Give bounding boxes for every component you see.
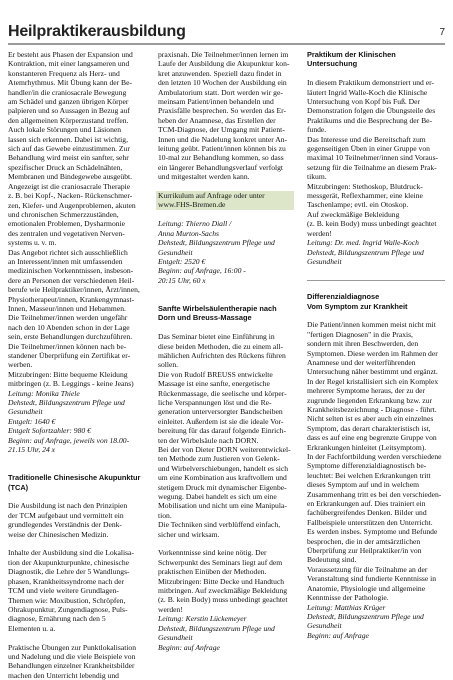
text-line: und chronischen Schmerzzuständen, (8, 209, 119, 219)
text-line: Vom Symptom zur Krankheit (307, 301, 408, 311)
text-line: Symptomen. Diese werden im Rahmen der (307, 348, 438, 358)
text-line: "fertigen Diagnosen" in die Praxis, (307, 329, 413, 339)
text-line: setzung für die Teilnahme an diesem Prak- (307, 162, 437, 172)
text-line: Anamnese und der weiterführenden (307, 357, 416, 367)
text-line: stetigem Druck mit dynamischer Eigenbe- (158, 482, 287, 492)
text-line: Dehstedt, Bildungszentrum Pflege und (307, 611, 424, 621)
clinical-exam-heading (307, 50, 445, 69)
text-line: Das Seminar bietet eine Einführung in (158, 332, 275, 342)
text-line: Entgelt Sofortzahler: 980 € (8, 426, 91, 436)
text-line: meinsam Patient/innen behandeln und (158, 97, 274, 107)
text-line: Veranstaltung sind fundierte Kenntnisse in (307, 574, 437, 584)
column-1 (8, 50, 142, 680)
text-line: www.FHS-Bremen.de (158, 200, 226, 210)
text-line: In der Regel kristallisiert sich ein Komplex (307, 376, 439, 386)
text-line: Kenntnisse der Pathologie. (307, 593, 389, 603)
craniosacral-target-group (8, 248, 142, 370)
text-line: 21.15 Uhr, 24 x (8, 445, 56, 455)
text-line: Dehstedt, Bildungszentrum Pflege und (158, 623, 275, 633)
dorn-breuss-heading (158, 304, 292, 323)
text-line: Praktikum der Klinischen Untersuchung (307, 50, 396, 69)
text-line: werben. (8, 360, 33, 370)
differential-diagnosis-heading (307, 292, 445, 311)
text-line: Untersuchung von Kopf bis Fuß. Der (307, 97, 421, 107)
text-line: phasen, Krankheitssyndrome nach der (8, 576, 124, 586)
text-line: sondern mit ihren Beschwerden, den (307, 339, 419, 349)
text-line: besprochen, die in der amtsärztlichen (307, 536, 421, 546)
text-line: ten der Wirbelsäule nach DORN. (158, 435, 259, 445)
text-line: Mitzubringen: Bitte bequeme Kleidung (8, 369, 128, 379)
text-line: wegung. Dabei handelt es sich um eine (158, 492, 277, 502)
text-line: um eine Kombination aus kraftvollem und (158, 473, 287, 483)
text-line: Ambulatorium statt. Dort werden wir ge- (158, 87, 283, 97)
text-line: Anatomie, Physiologie und allgemeine (307, 583, 426, 593)
text-line: Physiotherapeut/innen, Krankengymnast- (8, 294, 135, 304)
text-line: Leitung: Monika Thiele (8, 388, 80, 398)
text-line: Praktikums und die Besprechung der Be- (307, 115, 433, 125)
text-line: Entgelt: 1640 € (8, 416, 56, 426)
text-line: mitbringen (z. B. Leggings - keine Jeans) (8, 379, 134, 389)
text-line: Mitzubringen: Stethoskop, Blutdruck- (307, 181, 423, 191)
text-line: Die Ausbildung ist nach den Prinzipien (8, 501, 128, 511)
text-line: ein längerer Behandlungsverlauf verfolgt (158, 162, 284, 172)
text-line: 10-mal zur Behandlung kommen, so dass (158, 153, 284, 163)
tcm-paragraph-3 (8, 643, 142, 680)
text-line: Leitung: Dr. med. Ingrid Walle-Koch (307, 238, 419, 248)
text-line: grundlegendes Verständnis der Denk- (8, 520, 122, 530)
text-line: tion der Akupunkturpunkte, chinesische (8, 557, 130, 567)
text-line: werden! (158, 604, 183, 614)
text-line: Er besteht aus Phasen der Expansion und (8, 50, 133, 59)
text-line: Symptom, das derart charakteristisch ist, (307, 423, 431, 433)
text-line: Demonstration folgen die Übungsteile des (307, 106, 436, 116)
craniosacral-course-details (8, 389, 142, 455)
text-line: dieses Symptom auf und in welchem (307, 480, 419, 490)
text-line: der TCM aufgebaut und vermittelt ein (8, 510, 124, 520)
text-line: Laufe der Ausbildung die Akupunktur kon- (158, 59, 290, 69)
text-line: Die Patient/innen kommen meist nicht mit (307, 320, 436, 330)
text-line: Beginn: auf Anfrage, jeweils von 18.00- (8, 435, 130, 445)
text-line: und mitgestaltet werden kann. (158, 172, 250, 182)
dorn-breuss-requirements (158, 548, 292, 614)
text-line: Taschenlampe; evtl. ein Otoskop. (307, 200, 409, 210)
text-line: Vorkenntnisse sind keine nötig. Der (158, 548, 267, 558)
text-line: Gesundheit (158, 247, 193, 257)
text-line: Kontraktion, mit einer langsameren und (8, 59, 130, 69)
text-line: Traditionelle Chinesische Akupunktur (8, 473, 141, 483)
text-line: Angezeigt ist die craniosacrale Therapie (8, 181, 131, 191)
text-line: praktischen Einüben der Methoden. (158, 567, 267, 577)
text-line: Mobilisation und nicht um eine Manipula- (158, 501, 287, 511)
text-line: Innen und die Nadelung konkret unter An- (158, 134, 288, 144)
text-line: systems u. v. m. (8, 238, 57, 248)
text-line: praxisnah. Die Teilnehmer/innen lernen im (158, 50, 289, 59)
text-line: messgerät, Reflexhammer, eine kleine (307, 191, 423, 201)
text-line: bereitung für das darauf folgende Einrich- (158, 426, 286, 436)
tcm-course-details (158, 219, 292, 285)
text-line: Leitung: Matthias Krüger (307, 602, 386, 612)
text-line: Beginn: auf Anfrage, 16:00 - (158, 266, 246, 276)
tcm-heading (8, 473, 142, 492)
text-line: Krankheitsbezeichnung - Diagnose - führt. (307, 404, 437, 414)
text-line: In der Fachfortbildung werden verschiedene (307, 452, 442, 461)
dorn-breuss-description (158, 370, 292, 539)
text-line: gegenseitigen Üben in einer Gruppe von (307, 144, 430, 154)
text-line: Diagnostik, die Lehre der 5 Wandlungs- (8, 567, 130, 577)
text-line: Gesundheit (8, 407, 43, 417)
column-3 (307, 50, 445, 640)
text-line: Die Teilnehmer/innen werden ungefähr (8, 313, 128, 323)
text-line: konstanteren Frequenz als Herz- und (8, 68, 120, 78)
text-line: Elementen u. a. (8, 623, 56, 633)
text-line: Dehstedt, Bildungszentrum Pflege und (158, 238, 275, 248)
text-line: Rückenmassage, die seelische und körper- (158, 388, 287, 398)
text-line: kret anzuwenden. Speziell dazu findet in (158, 68, 282, 78)
text-line: und Wirbelverschiebungen, handelt es sich (158, 463, 289, 473)
dorn-breuss-course-details (158, 614, 292, 652)
text-line: diagnose, Ernährung nach den 5 (8, 614, 106, 624)
text-line: Kurrikulum auf Anfrage oder unter (158, 191, 265, 201)
text-line: mitbringen. Auf zweckmäßige Bekleidung (158, 586, 288, 596)
text-line: machen den Unterricht lebendig und (8, 670, 119, 680)
differential-diagnosis-course-details (307, 603, 445, 641)
text-line: Es werden insbes. Symptome und Befunde (307, 527, 438, 537)
text-line: Praktische Übungen zur Punktlokalisation (8, 642, 137, 652)
column-2 (158, 50, 292, 652)
text-line: Überprüfung zur Heilpraktiker/in von (307, 546, 422, 556)
text-line: und Nadelung und die viele Beispiele von (8, 651, 136, 661)
text-line: Themen wie: Moxibustion, Schröpfen, (8, 595, 126, 605)
text-line: Mitzubringen: Bitte Decke und Handtuch (158, 576, 285, 586)
text-line: ten Methode zum Justieren von Gelenk- (158, 454, 280, 464)
text-line: heben der Anamnese, das Erstellen der (158, 115, 276, 125)
text-line: werden! (307, 228, 332, 238)
section-divider (307, 280, 445, 281)
text-line: standener Überprüfung ein Zertifikat er- (8, 351, 131, 360)
text-line: Behandlungen einzelner Krankheitsbilder (8, 661, 135, 671)
text-line: Inhalte der Ausbildung sind die Lokalisa- (8, 548, 134, 558)
text-line: Das Angebot richtet sich ausschließlich (8, 247, 128, 257)
text-line: Die von Rudolf BREUSS entwickelte (158, 369, 273, 379)
text-line: Anna Murton-Sachs (158, 228, 219, 238)
page-header (8, 22, 445, 45)
text-line: Schwerpunkt des Seminars liegt auf dem (158, 557, 283, 567)
text-line: am Schädel und ganzen übrigen Körper (8, 97, 129, 107)
text-line: Bedeutung sind. (307, 555, 357, 565)
text-line: mehrerer Symptome heraus, der zu der (307, 386, 426, 396)
text-line: Untersuchung näher bestimmt und ergänzt. (307, 367, 438, 377)
text-line: Erkrankungen hinleitet (Leitsymptom). (307, 442, 427, 452)
text-line: den letzten 10 Wochen der Ausbildung ein (158, 78, 287, 88)
text-line: Das Interesse und die Bereitschaft zum (307, 134, 426, 144)
text-line: Die Techniken sind verblüffend einfach, (158, 520, 281, 530)
craniosacral-intro (8, 50, 142, 248)
text-line: Leitung: Thierno Diall / (158, 219, 232, 229)
text-line: funde. (307, 125, 327, 135)
text-line: generation unterversorgter Bandscheiben (158, 407, 283, 417)
text-line: Dorn und Breuss-Massage (158, 313, 252, 323)
text-line: Voraussetzung für die Teilnahme an der (307, 564, 428, 574)
text-line: Dehstedt, Bildungszentrum Pflege und (8, 398, 125, 408)
clinical-exam-course-details (307, 238, 445, 266)
text-line: leitung geübt. Patient/innen können bis zu (158, 144, 286, 154)
page-title: Heilpraktikerausbildung (8, 23, 186, 40)
text-line: Differenzialdiagnose (307, 292, 380, 302)
text-line: 20:15 Uhr, 60 x (158, 275, 206, 285)
text-line: palpieren und so Aussagen in Bezug auf (8, 106, 130, 116)
page-number: 7 (439, 27, 445, 38)
text-line: (TCA) (8, 482, 29, 492)
text-line: des zentralen und vegetativen Nerven- (8, 228, 125, 238)
differential-diagnosis-description (307, 320, 445, 602)
text-line: Gesundheit (307, 621, 342, 631)
text-line: diese beiden Methoden, die zu einem all- (158, 341, 284, 351)
text-line: Praxisfälle besprechen. So werden das Er- (158, 106, 287, 116)
text-line: spezifischer Druck an Schädelnähten, (8, 162, 123, 172)
text-line: dere an Personen der verschiedenen Heil- (8, 275, 135, 285)
text-line: Dehstedt, Bildungszentrum Pflege und (307, 247, 424, 257)
text-line: Gesundheit (158, 633, 193, 643)
text-line: lassen sich erkennen. Dabei ist wichtig, (8, 134, 128, 144)
text-line: mählichen Aufrichten des Rückens führen (158, 350, 286, 360)
text-line: handler/in die craniosacrale Bewegung (8, 87, 127, 97)
text-line: Ohrakupunktur, Zungendiagnose, Puls- (8, 604, 128, 614)
text-line: z. B. bei Kopf-, Nacken- Rückenschmer- (8, 191, 133, 201)
text-line: tion. (158, 510, 172, 520)
text-line: TCM-Diagnose, der Umgang mit Patient- (158, 125, 285, 135)
text-line: Symptome differenzialdiagnostisch be- (307, 461, 427, 471)
text-line: Gesundheit (307, 256, 342, 266)
text-line: sollen. (158, 360, 179, 370)
text-line: sicher und wirksam. (158, 529, 220, 539)
text-line: sich auf das Gewebe einzustimmen. Zur (8, 144, 130, 154)
text-line: maximal 10 Teilnehmer/innen sind Voraus- (307, 153, 439, 163)
text-line: Beginn: auf Anfrage (158, 642, 220, 652)
text-line: läutert Ingrid Walle-Koch die Klinische (307, 87, 428, 97)
curriculum-box (156, 191, 294, 210)
tcm-paragraph-4 (158, 50, 292, 182)
text-line: Massage ist eine sanfte, energetische (158, 379, 270, 389)
craniosacral-note (8, 370, 142, 389)
text-line: zen, Kiefer- und Augenproblemen, akuten (8, 200, 136, 210)
text-line: Die Teilnehmer/innen können nach be- (8, 341, 127, 351)
text-line: In diesem Praktikum demonstriert und er- (307, 78, 435, 88)
text-line: emotionalen Problemen, Dysharmonie (8, 219, 126, 229)
text-line: medizinischen Vorkenntnissen, insbeson- (8, 266, 134, 276)
text-line: weise der Chinesischen Medizin. (8, 529, 109, 539)
text-line: Membranen und Bindegewebe ausgeübt. (8, 172, 132, 182)
text-line: Atemrhythmus. Mit Übung kann der Be- (8, 78, 133, 88)
text-line: zugrunde liegenden Erkrankung bzw. zur (307, 395, 432, 405)
dorn-breuss-intro (158, 332, 292, 370)
text-line: fachübergreifendes Denken. Bilder und (307, 508, 427, 518)
text-line: Behandlung wird meist ein sanfter, sehr (8, 153, 129, 163)
text-line: den allgemeinen Körperzustand treffen. (8, 115, 129, 125)
text-line: TCM und viele weitere Grundlagen- (8, 586, 119, 596)
tcm-paragraph-2 (8, 548, 142, 633)
text-line: Auf zweckmäßige Bekleidung (307, 209, 400, 219)
text-line: liche Verspannungen löst und die Re- (158, 397, 272, 407)
text-line: (z. B. kein Body) muss unbedingt geachtet (307, 219, 437, 229)
text-line: Beginn: auf Anfrage (307, 630, 369, 640)
text-line: Auch lokale Störungen und Läsionen (8, 125, 122, 135)
text-line: an Interessent/innen mit umfassenden (8, 256, 123, 266)
text-line: einleitet. Außerdem ist sie die ideale Vor- (158, 416, 284, 426)
clinical-exam-description (307, 78, 445, 238)
text-line: nach den 10 Abenden schon in der Lage (8, 322, 130, 332)
text-line: en Erkrankungen auf. Dies trainiert ein (307, 499, 426, 509)
text-line: Zusammenhang tritt es bei den verschieden- (307, 489, 442, 499)
text-line: Bei der von Dieter DORN weiterentwickel- (158, 444, 291, 454)
text-line: Nicht selten ist es aber auch ein einzelnes (307, 414, 434, 424)
text-line: dass es auf eine eng begrenzte Gruppe von (307, 433, 437, 443)
text-line: (z. B. kein Body) muss unbedingt geachtet (158, 595, 288, 605)
text-line: leuchtet: Bei welchen Erkrankungen tritt (307, 470, 431, 480)
tcm-paragraph-1 (8, 501, 142, 539)
text-line: Innen, Masseur/innen und Hebammen. (8, 303, 126, 313)
text-line: Fallbeispiele unterstützen den Unterricht. (307, 517, 433, 527)
text-line: berufe wie Heilpraktiker/innen, Ärzt/innen, (8, 285, 140, 295)
text-line: Entgelt: 2520 € (158, 256, 206, 266)
text-line: Sanfte Wirbelsäulentherapie nach (158, 303, 277, 313)
text-line: Leitung: Kerstin Lückemeyer (158, 614, 247, 624)
text-line: sein, erste Behandlungen durchzuführen. (8, 332, 133, 342)
text-line: tikum. (307, 172, 327, 182)
